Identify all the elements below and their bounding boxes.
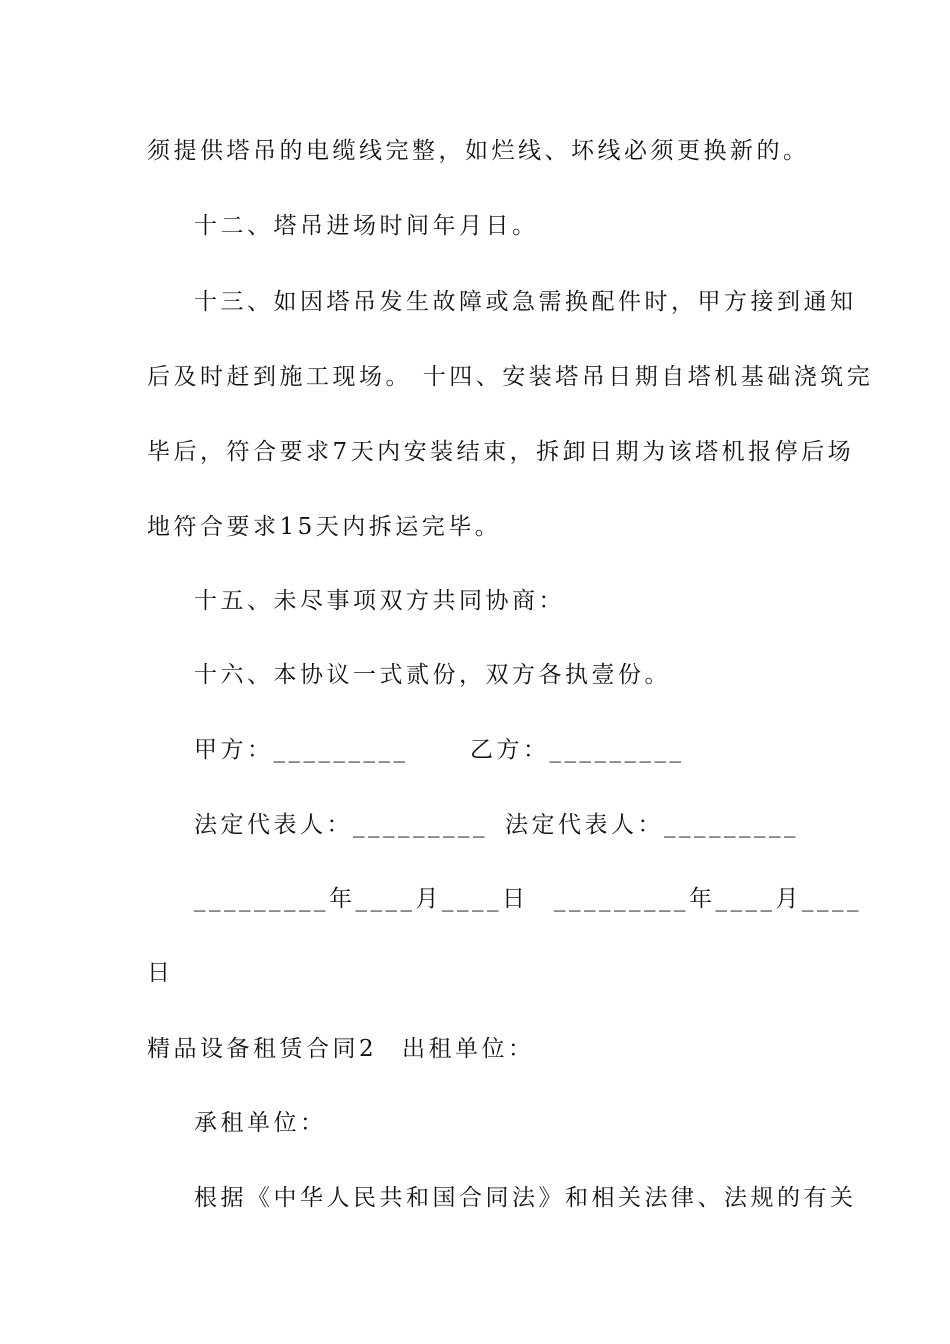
- paragraph-line: 地符合要求15天内拆运完毕。: [147, 514, 502, 540]
- lessor-label: 出租单位：: [402, 1036, 535, 1062]
- clause-16: 十六、本协议一式贰份，双方各执壹份。: [194, 662, 671, 688]
- clause-12: 十二、塔吊进场时间年月日。: [194, 213, 539, 239]
- paragraph-line: 后及时赶到施工现场。 十四、安装塔吊日期自塔机基础浇筑完: [147, 364, 874, 390]
- party-b-date: _________年____月____: [554, 886, 862, 912]
- clause-13: 十三、如因塔吊发生故障或急需换配件时，甲方接到通知: [194, 289, 857, 315]
- party-b-representative: 法定代表人：_________: [505, 812, 799, 838]
- party-a-date: _________年____月____日: [194, 886, 529, 912]
- party-b-signature: 乙方：_________: [470, 737, 685, 763]
- paragraph-line: 根据《中华人民共和国合同法》和相关法律、法规的有关: [194, 1185, 857, 1211]
- clause-15: 十五、未尽事项双方共同协商：: [194, 588, 565, 614]
- party-a-representative: 法定代表人：_________: [194, 812, 488, 838]
- paragraph-line: 须提供塔吊的电缆线完整，如烂线、坏线必须更换新的。: [147, 138, 810, 164]
- party-b-date-day: 日: [147, 960, 174, 986]
- paragraph-line: 毕后，符合要求7天内安装结束，拆卸日期为该塔机报停后场: [147, 439, 855, 465]
- contract-2-title: 精品设备租赁合同2: [147, 1036, 378, 1062]
- lessee-label: 承租单位：: [194, 1110, 327, 1136]
- party-a-signature: 甲方：_________: [194, 737, 409, 763]
